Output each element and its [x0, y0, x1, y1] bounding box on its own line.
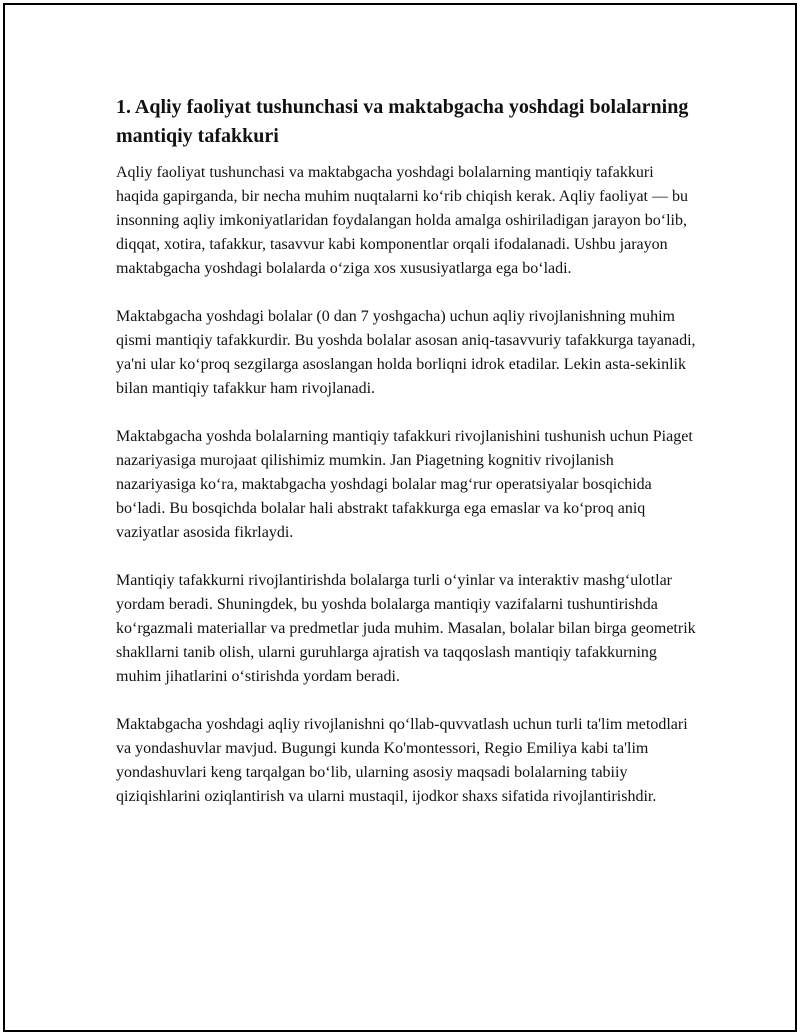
section-heading: 1. Aqliy faoliyat tushunchasi va maktabgacha yoshdagi bolalarning mantiqiy tafakkuri	[116, 96, 689, 147]
paragraph: Maktabgacha yoshda bolalarning mantiqiy tafakkuri rivojlanishini tushunish uchun Piaget nazariyasiga murojaat qilishimiz mumkin. Jan Piagetning kognitiv rivojlanish nazariyasiga ko‘ra, maktabgacha yoshdagi bolalar mag‘rur operatsiyalar bosqichida bo‘ladi. Bu bosqichda bolalar hali abstrakt tafakkurga ega emaslar va ko‘proq aniq vaziyatlar asosida fikrlaydi.	[116, 428, 693, 541]
paragraph: Aqliy faoliyat tushunchasi va maktabgacha yoshdagi bolalarning mantiqiy tafakkuri haqida gapirganda, bir necha muhim nuqtalarni ko‘rib chiqish kerak. Aqliy faoliyat — bu insonning aqliy imkoniyatlaridan foydalangan holda amalga oshiriladigan jarayon bo‘lib, diqqat, xotira, tafakkur, tasavvur kabi komponentlar orqali ifodalanadi. Ushbu jarayon maktabgacha yoshdagi bolalarda o‘ziga xos xususiyatlarga ega bo‘ladi.	[116, 164, 688, 277]
paragraph: Mantiqiy tafakkurni rivojlantirishda bolalarga turli o‘yinlar va interaktiv mashg‘ulotlar yordam beradi. Shuningdek, bu yoshda bolalarga mantiqiy vazifalarni tushuntirishda ko‘rgazmali materiallar va predmetlar juda muhim. Masalan, bolalar bilan birga geometrik shakllarni tanib olish, ularni guruhlarga ajratish va taqqoslash mantiqiy tafakkurning muhim jihatlarini o‘stirishda yordam beradi.	[116, 572, 696, 685]
paragraph: Maktabgacha yoshdagi bolalar (0 dan 7 yoshgacha) uchun aqliy rivojlanishning muhim qismi mantiqiy tafakkurdir. Bu yoshda bolalar asosan aniq-tasavvuriy tafakkurga tayanadi, ya'ni ular ko‘proq sezgilarga asoslangan holda borliqni idrok etadilar. Lekin asta-sekinlik bilan mantiqiy tafakkur ham rivojlanadi.	[116, 308, 696, 397]
document-body	[116, 93, 696, 833]
paragraph: Maktabgacha yoshdagi aqliy rivojlanishni qo‘llab-quvvatlash uchun turli ta'lim metodlari va yondashuvlar mavjud. Bugungi kunda Ko'montessori, Regio Emiliya kabi ta'lim yondashuvlari keng tarqalgan bo‘lib, ularning asosiy maqsadi bolalarning tabiiy qiziqishlarini oziqlantirish va ularni mustaqil, ijodkor shaxs sifatida rivojlantirishdir.	[116, 716, 688, 805]
